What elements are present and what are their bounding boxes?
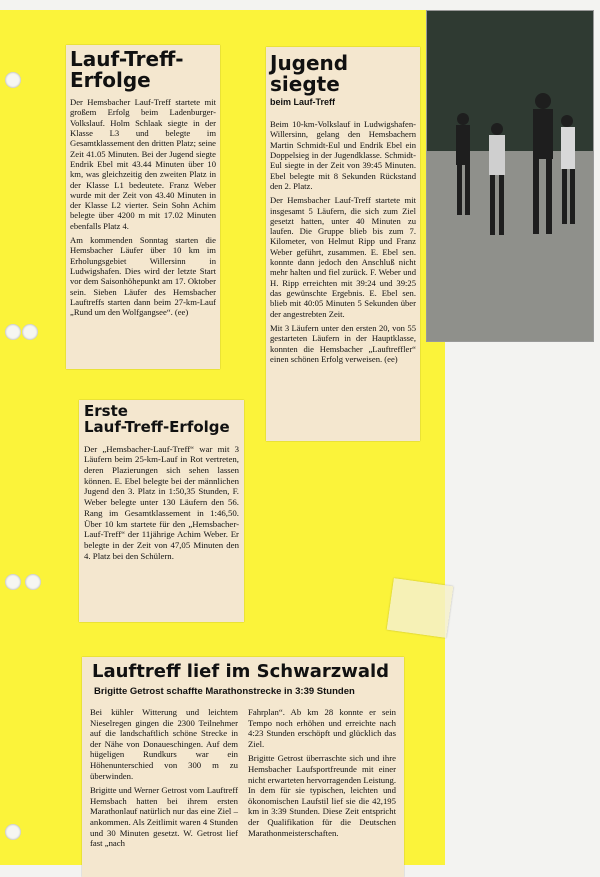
article-paragraph: Der „Hemsbacher-Lauf-Treff“ war mit 3 Läufern beim 25-km-Lauf in Rot vertreten, deren Plazierungen sich sehen lassen können. E. Ebel belegte bei der männlichen Jugend den 3. Platz in 1:50,35 Stunden, F. Weber belegte unter 130 Läufern den 56. Rang im Gesamtklassement in 1:46,50. Über 10 km startete für den „Hemsbacher-Lauf-Treff“ der 11jährige Achim Weber. Er belegte in der Zeit von 47,05 Minuten den 4. Platz bei den Schülern. (84, 443, 239, 561)
article-body (84, 444, 239, 562)
punch-hole (22, 324, 38, 340)
article-paragraph: Brigitte und Werner Getrost vom Lauftreff Hemsbach hatten bei ihrem ersten Marathonlauf natürlich nur das eine Ziel – ankommen. Als Zeitlimit waren 4 Stunden und 30 Minuten gesetzt. W. Getrost lief fast „nach (90, 785, 238, 849)
article-body (90, 707, 396, 853)
article-body (70, 97, 216, 318)
punch-hole (5, 72, 21, 88)
article-clipping-erste-lauf-treff-erfolge (79, 400, 244, 622)
punch-hole (5, 324, 21, 340)
article-body (270, 119, 416, 364)
article-paragraph: Beim 10-km-Volkslauf in Ludwigshafen-Willersinn, gelang den Hemsbachern Martin Schmidt-Eul und Endrik Ebel ein Doppelsieg in der Jugendklasse. Schmidt-Eul siegte in der Zeit von 39:45 Minuten. Ebel belegte mit 8 Sekunden Rückstand den 2. Platz. (270, 119, 416, 191)
article-subheadline: Brigitte Getrost schaffte Marathonstrecke in 3:39 Stunden (94, 685, 355, 697)
article-paragraph: Brigitte Getrost überraschte sich und ihre Hemsbacher Laufsportfreunde mit einer nicht erwarteten hervorragenden Leistung. In dem für sie typischen, leichten und ökonomischen Laufstil lief sie die 42,195 km in 3:39 Stunden. Diese Zeit entspricht der Qualifikation für die Deutschen Marathonmeisterschaften. (248, 753, 396, 838)
punch-hole (5, 824, 21, 840)
runners-photo-image (427, 11, 593, 341)
punch-hole (25, 574, 41, 590)
article-headline: Lauftreff lief im Schwarzwald (92, 661, 390, 682)
article-paragraph: Der Hemsbacher Lauf-Treff startete mit insgesamt 5 Läufern, die sich zum Ziel gesetzt hatten, unter 40 Minuten zu laufen. Die Gruppe blieb bis zum 7. Kilometer, von Helmut Ripp und Franz Weber geführt, zusammen. E. Ebel sen. konnte dann jedoch den Anschluß nicht mehr halten und fiel zurück. F. Weber und H. Ripp erreichten mit 39:24 und 39:25 das gewünschte Ergebnis. E. Ebel sen. blieb mit 40:05 Minuten 5 Sekunden über der angestrebten Zeit. (270, 195, 416, 319)
article-headline: Lauf-Treff-Erfolge (70, 47, 184, 92)
article-paragraph: Am kommenden Sonntag starten die Hemsbacher Läufer über 10 km im Erholungsgebiet Willersinn in Ludwigshafen. Dies wird der letzte Start vor dem Saisonhöhepunkt am 17. Oktober sein. Sieben Läufer des Hemsbacher Lauftreffs starten dann beim 27-km-Lauf „Rund um den Wolfgangsee“. (ee) (70, 235, 216, 318)
punch-hole (5, 574, 21, 590)
article-headline-line2: Lauf-Treff-Erfolge (84, 417, 230, 436)
article-paragraph: Der Hemsbacher Lauf-Treff startete mit großem Erfolg beim Ladenburger-Volkslauf. Holm Schlaak siegte in der Klasse L3 und belegte im Gesamtklassement den dritten Platz; seine Zeit 41.05 Minuten. Bei der Jugend siegte Endrik Ebel mit 43.44 Minuten über 10 km, was gleichzeitig den zweiten Platz in der Klasse L1 bedeutete. Franz Weber wurde mit der Zeit von 43.40 Minuten in der Klasse L2 vierter. Sein Sohn Achim belegte über 4200 m mit 17.02 Minuten ebenfalls Platz 4. (70, 97, 216, 231)
article-headline: Jugend siegte (270, 51, 349, 96)
article-paragraph: Mit 3 Läufern unter den ersten 20, von 55 gestarteten Läufern in der Hauptklasse, konnten die Hemsbacher „Lauftreffler“ einen schönen Erfolg verweisen. (ee) (270, 322, 416, 364)
article-clipping-lauf-treff-erfolge (66, 45, 220, 369)
article-clipping-jugend-siegte (266, 47, 420, 441)
article-column-right (248, 707, 396, 853)
runners-photo (426, 10, 594, 342)
article-clipping-lauftreff-lief-im-schwarzwald (82, 657, 404, 877)
adhesive-tape (387, 578, 454, 638)
article-paragraph: Bei kühler Witterung und leichtem Nieselregen gingen die 2300 Teilnehmer auf die landschaftlich schöne Strecke in der Nähe von Donaueschingen. Auf dem hügeligen Rundkurs war ein Höhenunterschied von 300 m zu überwinden. (90, 706, 238, 781)
article-column-left (90, 707, 238, 853)
article-headline-line1: Erste (84, 402, 128, 420)
article-subheadline: beim Lauf-Treff (270, 97, 336, 107)
article-paragraph: Fahrplan“. Ab km 28 konnte er sein Tempo noch erhöhen und erreichte nach 4:23 Stunden erschöpft und glücklich das Ziel. (248, 706, 396, 749)
